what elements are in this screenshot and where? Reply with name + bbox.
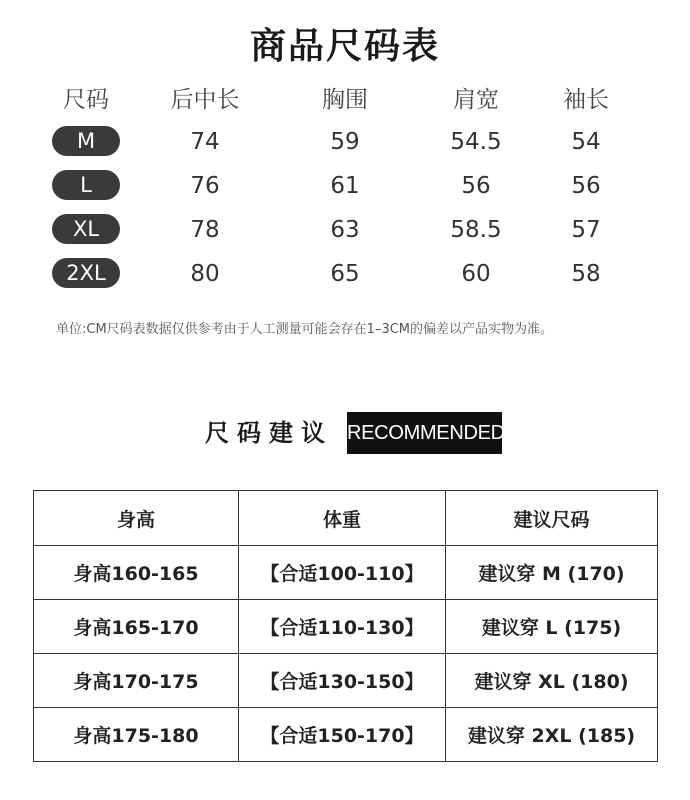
header-shoulder: 肩宽: [453, 87, 499, 113]
table-row: [34, 708, 658, 762]
recommend-header: [0, 412, 690, 454]
recommended-badge: RECOMMENDED: [347, 412, 502, 454]
size-pill: M: [52, 126, 120, 156]
shoulder-value: 60: [461, 261, 491, 287]
suggested-size-cell: 建议穿 M (170): [446, 546, 658, 600]
height-cell: 身高170-175: [34, 654, 239, 708]
size-pill: 2XL: [52, 258, 120, 288]
table-row: [34, 654, 658, 708]
chest-value: 59: [330, 129, 360, 155]
size-row: [0, 256, 690, 292]
weight-cell: 【合适130-150】: [239, 654, 446, 708]
length-value: 78: [190, 217, 220, 243]
sleeve-value: 58: [571, 261, 601, 287]
size-pill: XL: [52, 214, 120, 244]
header-sleeve: 袖长: [563, 87, 609, 113]
header-chest: 胸围: [322, 87, 368, 113]
shoulder-value: 58.5: [450, 217, 502, 243]
page-title: 商品尺码表: [249, 26, 440, 67]
length-value: 80: [190, 261, 220, 287]
shoulder-value: 54.5: [450, 129, 502, 155]
suggested-size-cell: 建议穿 2XL (185): [446, 708, 658, 762]
shoulder-value: 56: [461, 173, 491, 199]
size-row: [0, 212, 690, 248]
table-row: [34, 546, 658, 600]
suggested-size-cell: 建议穿 L (175): [446, 600, 658, 654]
length-value: 74: [190, 129, 220, 155]
sleeve-value: 57: [571, 217, 601, 243]
weight-cell: 【合适150-170】: [239, 708, 446, 762]
sleeve-value: 56: [571, 173, 601, 199]
weight-cell: 【合适100-110】: [239, 546, 446, 600]
header-height: 身高: [34, 491, 239, 546]
chest-value: 61: [330, 173, 360, 199]
height-cell: 身高160-165: [34, 546, 239, 600]
size-row: [0, 124, 690, 160]
size-pill: L: [52, 170, 120, 200]
weight-cell: 【合适110-130】: [239, 600, 446, 654]
chest-value: 63: [330, 217, 360, 243]
size-chart-header: [0, 82, 690, 118]
length-value: 76: [190, 173, 220, 199]
height-cell: 身高165-170: [34, 600, 239, 654]
header-size: 尺码: [63, 87, 109, 113]
header-length: 后中长: [170, 87, 240, 113]
header-suggested-size: 建议尺码: [446, 491, 658, 546]
table-header-row: [34, 491, 658, 546]
size-row: [0, 168, 690, 204]
table-row: [34, 600, 658, 654]
measurement-note: 单位:CM尺码表数据仅供参考由于人工测量可能会存在1–3CM的偏差以产品实物为准。: [56, 322, 554, 337]
header-weight: 体重: [239, 491, 446, 546]
chest-value: 65: [330, 261, 360, 287]
recommend-table: [33, 490, 658, 762]
sleeve-value: 54: [571, 129, 601, 155]
recommend-title: 尺码建议: [205, 419, 333, 447]
height-cell: 身高175-180: [34, 708, 239, 762]
suggested-size-cell: 建议穿 XL (180): [446, 654, 658, 708]
